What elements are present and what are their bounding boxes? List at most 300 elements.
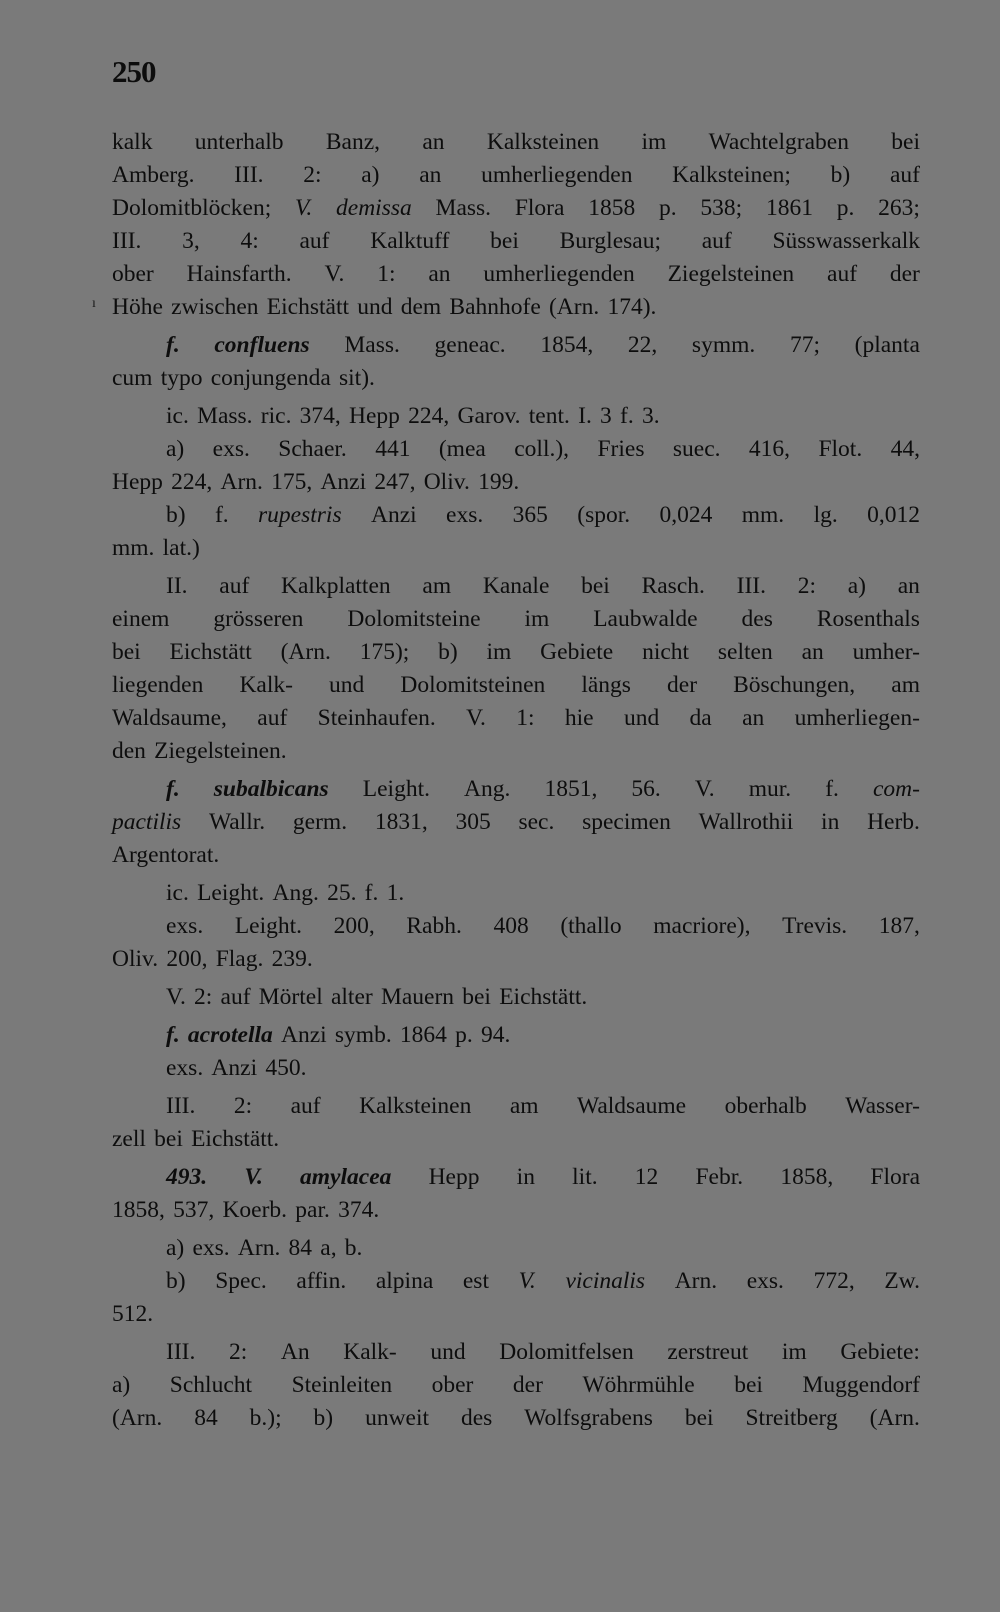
word: bei [112,639,141,665]
word: p. [836,195,855,221]
word: Waldsaume, [112,705,227,731]
word: der [667,672,698,698]
word: b.); [249,1405,282,1431]
text-line [112,1402,920,1435]
word: a) [166,1235,185,1261]
word: im [781,1339,807,1365]
word: 224, [408,403,450,429]
word: Gebiete [540,639,614,665]
word: f. [825,776,839,802]
text-line [112,225,920,258]
word: am [891,672,920,698]
word: 25. [327,880,357,906]
word: f. [620,403,634,429]
word: b) [166,502,186,528]
word: cum [112,365,153,391]
text-line [112,877,920,910]
word: auf [827,261,858,287]
word: Wallr. [208,809,266,835]
word: 1: [377,261,396,287]
word: Ang. [272,880,319,906]
word: III. [234,162,264,188]
paragraph [112,877,920,976]
word: umherliegenden [483,261,635,287]
word: Zw. [884,1268,920,1294]
word: exs. [446,502,484,528]
word: sec. [518,809,555,835]
word: 44, [890,436,920,462]
word: an [419,162,442,188]
word: grösseren [213,606,304,632]
text-line [112,1123,920,1156]
word: Mass. [435,195,492,221]
word: Hainsfarth. [186,261,292,287]
word: An [280,1339,310,1365]
word: Burglesau; [559,228,661,254]
word: a) [166,436,185,462]
word: Eichstätt [169,639,252,665]
word: exs. [746,1268,784,1294]
word: mm. [741,502,785,528]
word: 200, [166,946,208,972]
text-line [112,603,920,636]
paragraph [112,329,920,395]
word: Anzi [320,469,367,495]
word: mm. [112,535,155,561]
word: 1: [516,705,535,731]
word: bei [462,984,491,1010]
word: umherliegenden [481,162,633,188]
word: unterhalb [194,129,284,155]
word: Leight. [197,880,265,906]
word: 2: [194,984,213,1010]
word: Trevis. [782,913,848,939]
word: Leight. [234,913,303,939]
word: Streitberg [745,1405,838,1431]
word: Rabh. [406,913,462,939]
word: Mörtel [258,984,323,1010]
entry-prefix: f. [166,776,180,802]
text-line [112,532,920,565]
word: Koerb. [222,1197,288,1223]
word: im [486,639,512,665]
word: b. [344,1235,363,1261]
word: V. [694,776,715,802]
text-line [112,433,920,466]
word: 22, [627,332,658,358]
word: demissa [336,195,412,221]
word: 3, [182,228,200,254]
word: an [742,705,765,731]
paragraph [112,1336,920,1435]
text-line [112,1194,920,1227]
word: auf [219,573,250,599]
text-line [112,1019,920,1052]
word: Schlucht [169,1372,253,1398]
text-line [112,570,920,603]
word: III. [112,228,142,254]
word: Arn. [237,1235,281,1261]
word: 365 [512,502,548,528]
word: des [741,606,773,632]
word: da [689,705,712,731]
word: vicinalis [565,1268,646,1294]
text-line [112,669,920,702]
word: an [428,261,451,287]
text-line [112,466,920,499]
word: 0,012 [867,502,920,528]
word: ic. [166,403,189,429]
word: auf [701,228,732,254]
word: (spor. [577,502,631,528]
taxon-name: acrotella [187,1022,273,1048]
word: Mauern [380,984,455,1010]
word: am [422,573,452,599]
word: Arn. [220,469,263,495]
word: tent. [528,403,570,429]
word: Wachtelgraben [708,129,849,155]
word: 305 [455,809,491,835]
word: 4: [240,228,259,254]
word: zwischen [171,294,259,320]
word: 94. [480,1022,511,1048]
word: 1831, [374,809,428,835]
word: exs. [166,913,204,939]
word: 175); [359,639,410,665]
word: ic. [166,880,189,906]
word: Ziegelsteinen [667,261,795,287]
paragraph [112,1019,920,1085]
word: 0,024 [659,502,713,528]
text-line [112,1232,920,1265]
word: b) [830,162,851,188]
word: Garov. [457,403,521,429]
word: b) [313,1405,334,1431]
word: im [524,606,550,632]
word: exs. [212,436,250,462]
word: in [516,1164,535,1190]
word: 1. [386,880,405,906]
taxon-name: confluens [214,332,310,358]
entry-prefix: f. [166,1022,180,1048]
word: Arn. [674,1268,718,1294]
text-line [112,1265,920,1298]
word: a) [112,1372,131,1398]
taxon-name: subalbicans [213,776,329,802]
paragraph [112,126,920,324]
word: (Arn. [548,294,600,320]
word: geneac. [434,332,506,358]
word: Oliv. [423,469,470,495]
word: und [430,1339,466,1365]
text-line [112,839,920,872]
word: auf [290,1093,321,1119]
word: 772, [813,1268,855,1294]
word: Wolfsgrabens [524,1405,653,1431]
word: Banz, [325,129,381,155]
word: Kalksteinen; [672,162,791,188]
word: bei [734,1372,763,1398]
word: Anzi [280,1022,327,1048]
word: 1858, [112,1197,165,1223]
paragraph [112,1161,920,1227]
word: 247, [374,469,416,495]
word: Spec. [215,1268,267,1294]
word: Kalkplatten [281,573,391,599]
word: Kalk- [343,1339,397,1365]
word: 537, [173,1197,215,1223]
word: I. [578,403,592,429]
word: bei [154,1126,183,1152]
word: Eichstätt. [191,1126,280,1152]
word: Argentorat. [112,842,220,868]
word: selten [717,639,773,665]
word: Kalk- [239,672,293,698]
word: 374. [338,1197,380,1223]
word: Schaer. [278,436,347,462]
word: V. [166,984,186,1010]
word: a) [847,573,866,599]
word: Kalksteinen [486,129,600,155]
word: III. [166,1093,196,1119]
word: der [889,261,920,287]
word: alter [330,984,373,1010]
word: Mass. [344,332,400,358]
text-line [112,910,920,943]
word: und [329,672,365,698]
taxon-name: V. [244,1164,263,1190]
word: Kalktuff [370,228,450,254]
word: Oliv. [112,946,159,972]
word: Amberg. [112,162,195,188]
word: Herb. [867,809,920,835]
word: umher- [852,639,920,665]
word: Hepp [349,403,400,429]
word: a) [361,162,380,188]
word: Muggendorf [802,1372,920,1398]
margin-mark: ı [92,296,96,311]
word: conjungenda [210,365,331,391]
word: bei [684,1405,714,1431]
word: com- [872,776,920,802]
word: f. [214,502,229,528]
word: coll.), [514,436,570,462]
word: Mass. [197,403,253,429]
word: V. [518,1268,536,1294]
word: zerstreut [667,1339,749,1365]
word: 2: [303,162,322,188]
word: 3. [641,403,660,429]
word: macriore), [653,913,751,939]
word: hie [564,705,594,731]
text-line [112,636,920,669]
word: und [623,705,660,731]
text-line [112,943,920,976]
paragraph [112,400,920,565]
word: sit). [338,365,375,391]
word: exs. [192,1235,230,1261]
word: Steinhaufen. [317,705,436,731]
text-line [112,192,920,225]
word: zell [112,1126,146,1152]
text-line [112,1052,920,1085]
text-line [112,126,920,159]
text-line [112,362,920,395]
word: Dolomitblöcken; [112,195,272,221]
word: Eichstätt. [499,984,588,1010]
page-number: 250 [112,54,156,89]
word: 56. [631,776,661,802]
word: der [512,1372,543,1398]
word: 450. [265,1055,307,1081]
word: einem [112,606,170,632]
word: Wöhrmühle [582,1372,695,1398]
word: V. [295,195,313,221]
text-line [112,291,920,324]
word: 77; [789,332,820,358]
word: germ. [292,809,348,835]
word: den [112,738,146,764]
word: 3 [600,403,612,429]
word: V. [324,261,345,287]
word: 1851, [544,776,598,802]
paragraph [112,1090,920,1156]
word: Wallrothii [698,809,794,835]
word: 512. [112,1301,154,1327]
text-line [112,702,920,735]
word: 2: [233,1093,253,1119]
word: an [897,573,920,599]
word: 1858, [780,1164,834,1190]
word: des [460,1405,493,1431]
word: ober [431,1372,474,1398]
word: (planta [854,332,920,358]
word: mur. [748,776,792,802]
word: dem [400,294,442,320]
word: rupestris [258,502,342,528]
word: 408 [493,913,529,939]
word: Rosenthals [816,606,920,632]
word: und [357,294,393,320]
paragraph [112,570,920,768]
word: Dolomitsteine [347,606,481,632]
text-line [112,329,920,362]
word: Flora [514,195,565,221]
word: p. [455,1022,473,1048]
paragraph [112,981,920,1014]
word: 187, [878,913,920,939]
word: Febr. [695,1164,744,1190]
word: Leight. [362,776,430,802]
word: 84 [194,1405,218,1431]
word: III. [736,573,766,599]
word: lit. [572,1164,598,1190]
word: symb. [334,1022,392,1048]
word: 263; [878,195,920,221]
word: umherliegen- [794,705,920,731]
word: III. [166,1339,196,1365]
word: typo [160,365,203,391]
text-line [112,499,920,532]
word: am [509,1093,539,1119]
word: 1858 [588,195,636,221]
word: specimen [582,809,671,835]
word: Dolomitsteinen [400,672,546,698]
word: a, [320,1235,337,1261]
word: b) [438,639,458,665]
word: affin. [296,1268,347,1294]
word: bei [581,573,610,599]
word: Ziegelsteinen. [154,738,287,764]
word: Flag. [215,946,264,972]
word: pactilis [112,809,182,835]
word: Dolomitfelsen [499,1339,634,1365]
word: 441 [375,436,411,462]
word: bei [891,129,920,155]
word: 1861 [765,195,813,221]
word: (Arn. [869,1405,920,1431]
word: 2: [228,1339,248,1365]
text-line [112,806,920,839]
word: (Arn. [112,1405,163,1431]
word: an [801,639,824,665]
word: II. [166,573,188,599]
text-line [112,1369,920,1402]
word: p. [659,195,677,221]
word: b) [166,1268,186,1294]
word: Steinleiten [291,1372,393,1398]
word: 200, [333,913,375,939]
word: (thallo [560,913,622,939]
word: 1864 [399,1022,447,1048]
text-line [112,258,920,291]
word: 175, [271,469,313,495]
text-line [112,981,920,1014]
document-body [112,126,920,1435]
word: oberhalb [724,1093,807,1119]
word: V. [466,705,486,731]
word: symm. [691,332,756,358]
word: Waldsaume [577,1093,687,1119]
word: 2: [797,573,816,599]
word: par. [295,1197,330,1223]
word: 239. [271,946,313,972]
word: (Arn. [280,639,331,665]
word: Kalksteinen [359,1093,472,1119]
text-line [112,1161,920,1194]
word: exs. [166,1055,204,1081]
word: auf [889,162,920,188]
word: Süsswasserkalk [772,228,920,254]
text-line [112,773,920,806]
word: kalk [112,129,153,155]
word: Höhe [112,294,163,320]
word: nicht [642,639,690,665]
text-line [112,1090,920,1123]
word: ober [112,261,154,287]
word: bei [490,228,519,254]
word: ric. [260,403,292,429]
text-line [112,1336,920,1369]
word: Flot. [818,436,863,462]
word: 1854, [540,332,594,358]
text-line [112,400,920,433]
word: Böschungen, [733,672,856,698]
entry-prefix: f. [166,332,180,358]
word: Laubwalde [593,606,698,632]
word: Bahnhofe [449,294,541,320]
word: Wasser- [845,1093,920,1119]
